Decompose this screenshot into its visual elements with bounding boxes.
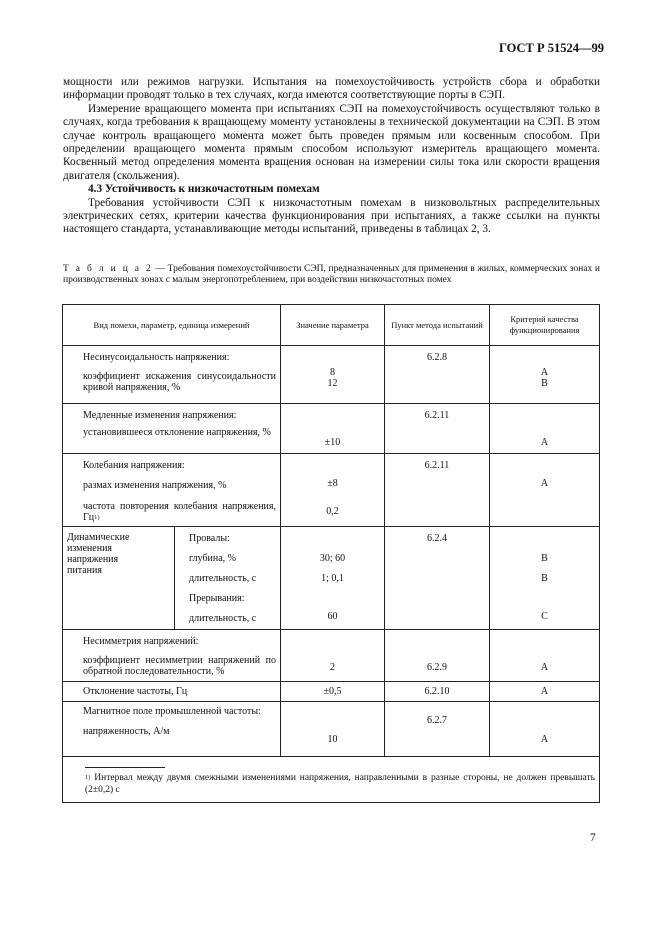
- r6-method: 6.2.10: [424, 686, 450, 697]
- table-row: [63, 454, 600, 527]
- r4-label: Динамические изменения напряжения питания: [67, 532, 130, 576]
- table-row: [63, 630, 600, 682]
- r6-value: ±0,5: [323, 686, 342, 697]
- r6-criterion: A: [540, 686, 549, 697]
- footnote-mark: 1): [85, 774, 91, 781]
- r5-value: 2: [330, 662, 335, 673]
- r4-method: 6.2.4: [427, 533, 447, 544]
- header-method: Пункт метода испытаний: [385, 305, 490, 346]
- r1-label: Несинусоидальность напряжения:: [83, 352, 230, 363]
- r7-label: Магнитное поле промышленной частоты:: [83, 706, 261, 717]
- r2-value: ±10: [324, 437, 341, 448]
- r3-param-1: размах изменения напряжения, %: [83, 480, 227, 491]
- r4-param-duration: длительность, с: [189, 573, 257, 584]
- r4-param-duration-2: длительность, с: [189, 613, 257, 624]
- r2-method: 6.2.11: [424, 410, 450, 421]
- table-caption: [63, 264, 600, 287]
- r1-criterion-2: B: [541, 378, 548, 389]
- r4-sub-dips: Провалы:: [189, 533, 230, 544]
- table-caption-label: Т а б л и ц а 2: [63, 264, 153, 274]
- r4-value-duration: 1; 0,1: [321, 573, 344, 584]
- requirements-table: [62, 304, 600, 803]
- table-row: [63, 346, 600, 404]
- r3-value-2: 0,2: [326, 506, 339, 517]
- r3-label: Колебания напряжения:: [83, 460, 185, 471]
- header-criterion: Критерий качества функционирования: [490, 305, 600, 346]
- r3-value-1: ±8: [327, 478, 338, 489]
- r7-method: 6.2.7: [427, 715, 447, 726]
- header-type: Вид помехи, параметр, единица измерений: [63, 305, 281, 346]
- r4-criterion-depth: B: [541, 553, 548, 564]
- r6-label: Отклонение частоты, Гц: [83, 686, 188, 697]
- paragraph-3: Требования устойчивости СЭП к низкочастотным помехам в низковольтных распределительных электрических сетях, критерии качества функционирования при испытаниях, а также ссылки на пункты настоящего стандарта, устанавливающие методы испытаний, приведены в таблицах 2, 3.: [63, 196, 600, 236]
- r5-label: Несимметрия напряжений:: [83, 636, 199, 647]
- paragraph-1: мощности или режимов нагрузки. Испытания на помехоустойчивость устройств сбора и обработки информации проводят только в тех случаях, когда имеются соответствующие порты в СЭП.: [63, 76, 600, 102]
- table-caption-text: — Требования помехоустойчивости СЭП, предназначенных для применения в жилых, коммерческих зонах и производственных зонах с малым энергопотреблением, при воздействии низкочастотных помех: [63, 264, 600, 286]
- r1-value-2: 12: [327, 378, 338, 389]
- table-row: [63, 527, 600, 630]
- r3-method: 6.2.11: [424, 460, 450, 471]
- r7-value: 10: [327, 734, 338, 745]
- r3-criterion: A: [540, 478, 549, 489]
- table-row: [63, 404, 600, 454]
- body-text: [63, 76, 600, 237]
- r1-criterion-1: A: [540, 367, 549, 378]
- r4-value-duration-2: 60: [327, 611, 338, 622]
- paragraph-2: Измерение вращающего момента при испытаниях СЭП на помехоустойчивость осуществляют только в случаях, когда требования к вращающему моменту установлены в технической документации на СЭП. В этом случае контроль вращающего момента может быть проведен прямым или косвенным способом. При определении вращающего момента прямым способом используют измеритель вращающего момента. Косвенный метод определения момента вращения основан на измерении силы тока или скорости вращения двигателя (скольжения).: [63, 102, 600, 182]
- r4-value-depth: 30; 60: [319, 553, 346, 564]
- footnote-text: Интервал между двумя смежными изменениями напряжения, направленными в разные стороны, не должен превышать (2±0,2) с: [85, 773, 595, 795]
- r3-footnote-mark: 1): [94, 514, 100, 521]
- r2-label: Медленные изменения напряжения:: [83, 410, 237, 421]
- r5-method: 6.2.9: [427, 662, 447, 673]
- r4-criterion-duration: B: [541, 573, 548, 584]
- table-footnote: [63, 772, 599, 802]
- r1-value-1: 8: [330, 367, 335, 378]
- r4-sub-interruptions: Прерывания:: [189, 593, 245, 604]
- r4-param-depth: глубина, %: [189, 553, 237, 564]
- r1-param: коэффициент искажения синусоидальности кривой напряжения, %: [83, 371, 276, 393]
- table-footnote-row: [63, 757, 600, 803]
- table-row: [63, 682, 600, 702]
- r7-param: напряженность, А/м: [83, 726, 170, 737]
- r2-param: установившееся отклонение напряжения, %: [83, 427, 271, 438]
- r2-criterion: A: [540, 437, 549, 448]
- page-number: 7: [590, 832, 596, 844]
- r3-param-2: частота повторения колебания напряжения, Гц: [83, 501, 276, 523]
- footnote-separator: [85, 767, 165, 768]
- r4-criterion-duration-2: C: [541, 611, 548, 622]
- r5-param: коэффициент несимметрии напряжений по обратной последовательности, %: [83, 655, 276, 677]
- table-header-row: [63, 305, 600, 346]
- r1-method: 6.2.8: [427, 352, 447, 363]
- r5-criterion: A: [540, 662, 549, 673]
- table-row: [63, 702, 600, 757]
- section-heading: 4.3 Устойчивость к низкочастотным помехам: [88, 183, 320, 196]
- page-header-title: ГОСТ Р 51524—99: [498, 41, 604, 55]
- header-value: Значение параметра: [281, 305, 385, 346]
- r7-criterion: A: [540, 734, 549, 745]
